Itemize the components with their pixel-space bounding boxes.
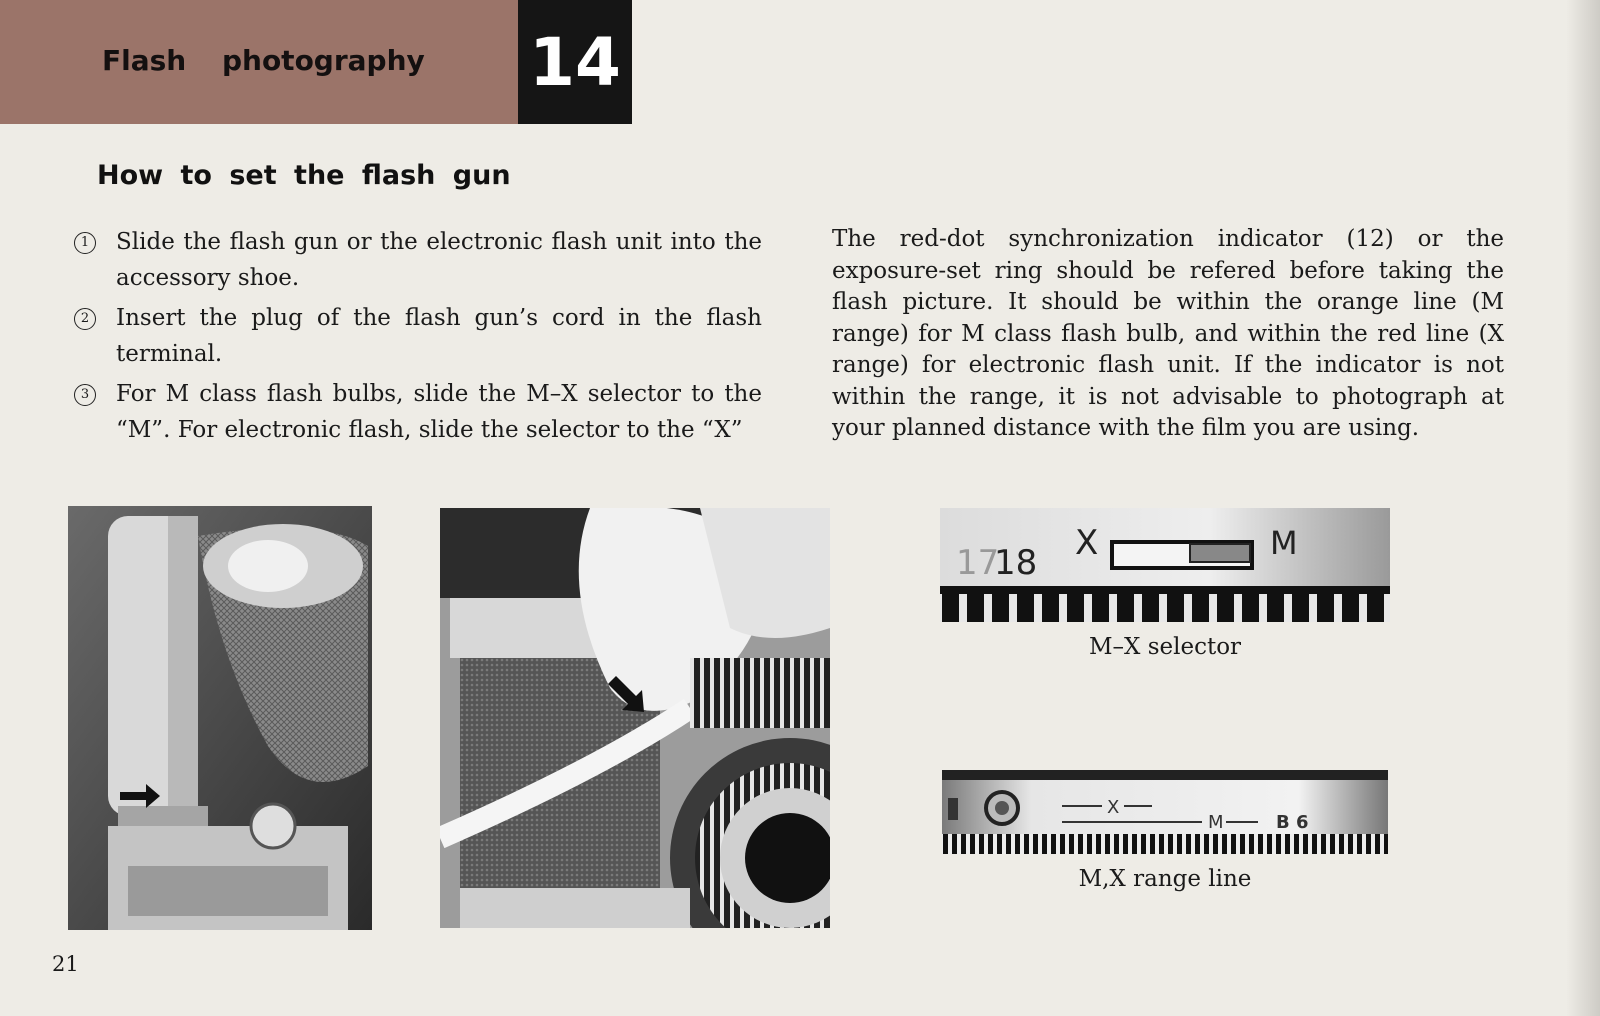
steps-list [74,224,762,452]
range-label-m: M [1208,812,1224,833]
range-label-6: 6 [1296,812,1309,833]
step-number-badge: 2 [74,308,96,330]
flash-gun-photo [68,506,372,930]
step-text: Slide the flash gun or the electronic flash unit into the accessory shoe. [116,229,762,291]
step-item [74,300,762,372]
range-label-x: X [1107,797,1120,818]
mx-selector-caption: M–X selector [1088,634,1242,660]
section-heading: How to set the flash gun [97,160,511,191]
page-number: 21 [52,952,79,976]
range-line-photo [942,770,1388,854]
chapter-header-band [0,0,518,124]
step-item [74,376,762,448]
scale-number: 18 [994,543,1038,583]
scale-number: 17 [956,543,1000,583]
step-number-badge: 1 [74,232,96,254]
range-line-caption: M,X range line [1078,866,1252,892]
step-text: Insert the plug of the flash gun’s cord in the flash terminal. [116,305,762,367]
step-text: For M class flash bulbs, slide the M–X selector to the “M”. For electronic flash, slide the selector to the “X” [116,381,762,443]
chapter-title: Flash photography [102,44,425,77]
selector-label-m: M [1270,524,1298,562]
page-edge-shadow [1566,0,1600,1016]
selector-label-x: X [1075,523,1099,563]
mx-selector-photo [940,508,1390,622]
step-item [74,224,762,296]
flash-terminal-photo [440,508,830,928]
range-label-b: B [1276,812,1290,833]
chapter-number: 14 [518,0,632,124]
sync-indicator-paragraph: The red-dot synchronization indicator (12) or the exposure-set ring should be refered before taking the flash picture. It should be within the orange line (M range) for M class flash bulb, and within the red line (X range) for electronic flash unit. If the indicator is not within the range, it is not advisable to photograph at your planned distance with the film you are using. [832,226,1504,441]
step-number-badge: 3 [74,384,96,406]
